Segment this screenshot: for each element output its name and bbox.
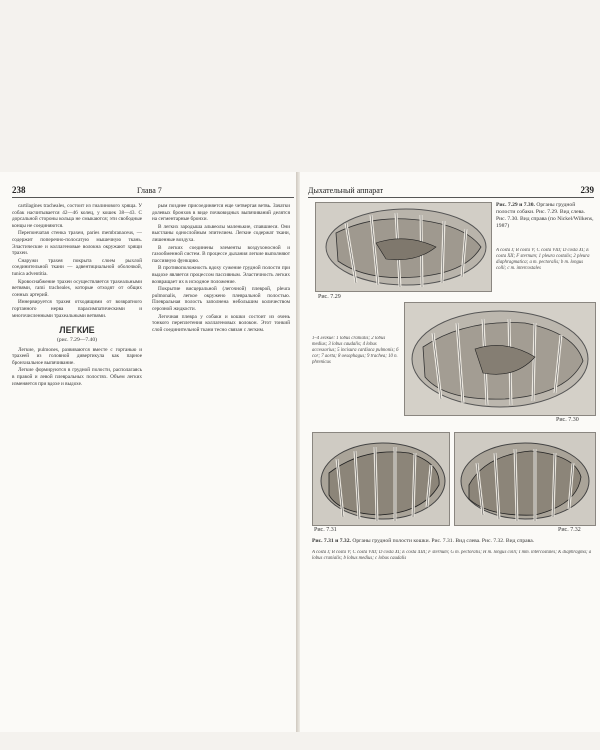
paragraph: рым позднее присоединяется еще четвертая ветвь. Зачатки долевых бронхов в виде почковидных выпячиваний делятся на сегментарные бронхи.: [152, 203, 290, 223]
left-header-rule: [12, 197, 294, 198]
paragraph: Легкие формируются в грудной полости, располагаясь в правой и левой плевральных полостях. Объем легких изменяется при вдохе и выдохе.: [12, 367, 142, 387]
caption-bottom-bold: Рис. 7.31 и 7.32.: [312, 538, 351, 544]
paragraph: cartilagines tracheales, состоит из гиалинового хряща. У собак насчитывается 42—46 колец, у кошек 38—43. С дорсальной стороны кольца не смыкаются; эти свободные концы не соединяются.: [12, 203, 142, 229]
figure-legend-top: A costa I; B costa V; C costa VIII; D costa XI; E costa XII; F sternum; 1 pleura costalis; 2 pleura diaphragmatica; a m. pectoralis; b m. longus colli; c m. intercostales: [496, 248, 590, 271]
figure-7-31-illustration: [312, 432, 450, 526]
paragraph: В легких соединены элементы воздухоносной и газообменной систем. В процессе дыхания легкие выполняют пассивную функцию.: [152, 244, 290, 264]
right-header-rule: [308, 197, 594, 198]
figure-legend-bottom: A costa I; B costa V; C costa VIII; D costa XI; E costa XIII; F sternum; G m. pectoralis; H m. longus colli; I mm. intercostales; K diaphragma; a lobus cranialis; b lobus medius; c lobus caudalis: [312, 550, 592, 561]
paragraph: Легочная плевра у собаки и кошки состоит из очень тонкого переплетения коллагеновых волокон. Этот тонкий слой соединительной ткани тесно связан с легким.: [152, 313, 290, 333]
figure-7-30-illustration: [404, 302, 596, 416]
figure-7-32-label: Рис. 7.32: [558, 527, 581, 533]
paragraph: Легкие, pulmones, развиваются вместе с гортанью и трахеей из головной дивертикула как парное бронхиальное выпячивание.: [12, 346, 142, 366]
figure-7-31-label: Рис. 7.31: [314, 527, 337, 533]
paragraph: Иннервируется трахея отходящими от возвратного гортанного нерва парасимпатическими и многочисленными трахеальными ветвями.: [12, 299, 142, 319]
caption-bottom-text: Органы грудной полости кошки. Рис. 7.31. Вид слева. Рис. 7.32. Вид справа.: [352, 538, 535, 544]
caption-top-text: Органы грудной полости собаки. Рис. 7.29. Вид слева. Рис. 7.30. Вид справа (по Nickel/Wilkens, 1987): [496, 202, 594, 229]
right-running-head: Дыхательный аппарат: [308, 186, 384, 195]
paragraph: В противоположность вдоху сужение грудной полости при выдохе является процессом пассивным. Эластичность легких возвращает их в исходное положение.: [152, 265, 290, 285]
left-page-header: [12, 183, 294, 197]
left-page-number: 238: [12, 185, 26, 195]
left-column-2: [152, 203, 290, 723]
figure-7-32-illustration: [454, 432, 596, 526]
section-subtitle: (рис. 7.29—7.40): [57, 337, 97, 344]
section-title: ЛЕГКИЕ: [59, 325, 95, 336]
paragraph: В легких зародыша альвеолы маленькие, спавшиеся. Они выстланы однослойным эпителием. Легкие содержат ткани, лишенные воздуха.: [152, 223, 290, 243]
left-running-head: Глава 7: [137, 186, 162, 195]
left-column-1: [12, 203, 142, 723]
figure-caption-bottom: [312, 538, 594, 545]
paragraph: Перепончатая стенка трахеи, paries membranaceus, — содержит поперечно-полосатую мышечную ткань. Эластические и коллагеновые волокна окружают хрящи трахеи.: [12, 230, 142, 257]
paragraph: Снаружи трахея покрыта слоем рыхлой соединительной ткани — адвентициальной оболочкой, tunica adventitia.: [12, 257, 142, 277]
figure-legend-middle: 1–4 легкие: 1 lobus cranialis; 2 lobus medius; 3 lobus caudalis; 4 lobus accessorius; 5 incisura cardiaca pulmonis; 6 cor; 7 aorta; 8 oesophagus; 9 trachea; 10 n. phrenicus: [312, 336, 399, 365]
right-page-header: [308, 183, 594, 197]
figure-7-30-label: Рис. 7.30: [556, 417, 579, 423]
figure-caption-top: [496, 202, 594, 230]
right-page-number: 239: [580, 185, 594, 195]
figure-7-29-label: Рис. 7.29: [318, 294, 341, 300]
caption-top-bold: Рис. 7.29 и 7.30.: [496, 202, 535, 208]
paragraph: Покрытие висцеральной (легочной) плеврой, pleura pulmonalis, легкое окружено плевральной полостью. Плевральная полость заполнена небольшим количеством серозной жидкости.: [152, 286, 290, 312]
figure-7-29-illustration: [315, 202, 492, 292]
paragraph: Кровоснабжение трахеи осуществляется трахеальными ветвями, rami tracheales, которые отходят от общих сонных артерий.: [12, 278, 142, 298]
